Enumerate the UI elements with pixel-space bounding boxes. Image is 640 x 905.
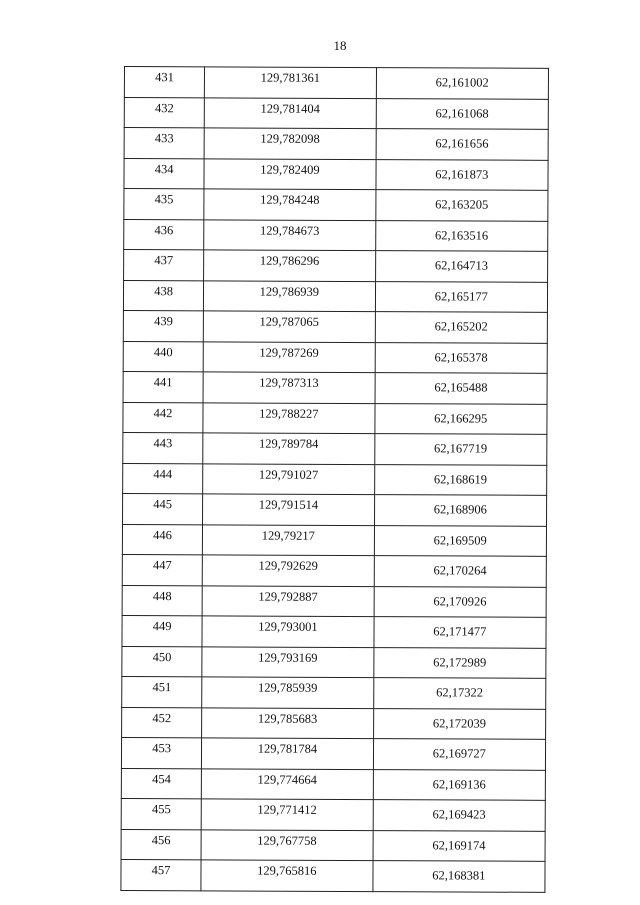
table-row	[124, 128, 548, 160]
point-number-cell: 449	[122, 615, 202, 646]
x-coordinate-cell: 129,789784	[203, 433, 375, 464]
y-coordinate-cell: 62,163205	[375, 190, 548, 221]
x-coordinate-cell: 129,786296	[204, 250, 376, 281]
page-number: 18	[333, 38, 347, 53]
table-row	[124, 250, 548, 282]
x-coordinate-cell: 129,774664	[201, 768, 373, 799]
point-number-cell: 454	[121, 768, 201, 799]
point-number-cell: 453	[121, 737, 201, 768]
x-coordinate-cell: 129,765816	[201, 860, 373, 891]
table-row	[121, 737, 545, 769]
point-number-cell: 437	[124, 250, 204, 281]
point-number-cell: 441	[123, 371, 203, 402]
point-number-cell: 433	[124, 128, 204, 159]
y-coordinate-cell: 62,169174	[373, 830, 546, 861]
point-number-cell: 434	[124, 158, 204, 189]
y-coordinate-cell: 62,169136	[373, 769, 546, 800]
y-coordinate-cell: 62,169727	[373, 739, 546, 770]
point-number-cell: 445	[123, 493, 203, 524]
y-coordinate-cell: 62,163516	[375, 220, 548, 251]
y-coordinate-cell: 62,168381	[373, 861, 546, 892]
y-coordinate-cell: 62,165488	[375, 373, 548, 404]
x-coordinate-cell: 129,771412	[201, 799, 373, 830]
y-coordinate-cell: 62,170264	[374, 556, 547, 587]
table-row	[123, 463, 547, 495]
x-coordinate-cell: 129,781404	[204, 97, 376, 128]
x-coordinate-cell: 129,785939	[202, 677, 374, 708]
y-coordinate-cell: 62,168906	[374, 495, 547, 526]
y-coordinate-cell: 62,165177	[375, 281, 548, 312]
x-coordinate-cell: 129,791514	[203, 494, 375, 525]
y-coordinate-cell: 62,161656	[376, 129, 549, 160]
table-row	[122, 615, 546, 647]
x-coordinate-cell: 129,781361	[205, 67, 377, 98]
table-row	[122, 554, 546, 586]
point-number-cell: 456	[121, 829, 201, 860]
table-row	[123, 310, 547, 342]
x-coordinate-cell: 129,787313	[203, 372, 375, 403]
point-number-cell: 451	[122, 676, 202, 707]
table-row	[124, 67, 548, 99]
table-row	[122, 646, 546, 678]
y-coordinate-cell: 62,166295	[375, 403, 548, 434]
point-number-cell: 448	[122, 585, 202, 616]
x-coordinate-cell: 129,786939	[204, 280, 376, 311]
x-coordinate-cell: 129,787269	[203, 341, 375, 372]
coordinates-table-body	[121, 67, 549, 892]
table-row	[123, 341, 547, 373]
table-row	[122, 676, 546, 708]
table-row	[122, 524, 546, 556]
point-number-cell: 452	[122, 707, 202, 738]
x-coordinate-cell: 129,784673	[204, 219, 376, 250]
x-coordinate-cell: 129,787065	[203, 311, 375, 342]
x-coordinate-cell: 129,791027	[203, 463, 375, 494]
y-coordinate-cell: 62,161068	[376, 98, 549, 129]
point-number-cell: 442	[123, 402, 203, 433]
y-coordinate-cell: 62,171477	[374, 617, 547, 648]
table-row	[123, 371, 547, 403]
table-row	[124, 158, 548, 190]
table-row	[121, 859, 545, 891]
y-coordinate-cell: 62,161873	[376, 159, 549, 190]
table-row	[121, 798, 545, 830]
x-coordinate-cell: 129,792629	[202, 555, 374, 586]
y-coordinate-cell: 62,164713	[375, 251, 548, 282]
x-coordinate-cell: 129,782409	[204, 158, 376, 189]
x-coordinate-cell: 129,781784	[202, 738, 374, 769]
y-coordinate-cell: 62,169509	[374, 525, 547, 556]
point-number-cell: 446	[122, 524, 202, 555]
point-number-cell: 438	[123, 280, 203, 311]
x-coordinate-cell: 129,788227	[203, 402, 375, 433]
point-number-cell: 432	[124, 97, 204, 128]
table-row	[121, 768, 545, 800]
point-number-cell: 436	[124, 219, 204, 250]
point-number-cell: 450	[122, 646, 202, 677]
table-row	[123, 432, 547, 464]
table-row	[122, 707, 546, 739]
table-row	[123, 402, 547, 434]
x-coordinate-cell: 129,793169	[202, 646, 374, 677]
point-number-cell: 440	[123, 341, 203, 372]
x-coordinate-cell: 129,79217	[203, 524, 375, 555]
point-number-cell: 447	[122, 554, 202, 585]
table-row	[123, 493, 547, 525]
table-row	[123, 280, 547, 312]
table-row	[124, 97, 548, 129]
y-coordinate-cell: 62,17322	[373, 678, 546, 709]
x-coordinate-cell: 129,767758	[201, 829, 373, 860]
point-number-cell: 444	[123, 463, 203, 494]
x-coordinate-cell: 129,784248	[204, 189, 376, 220]
point-number-cell: 443	[123, 432, 203, 463]
y-coordinate-cell: 62,167719	[374, 434, 547, 465]
y-coordinate-cell: 62,172039	[373, 708, 546, 739]
y-coordinate-cell: 62,170926	[374, 586, 547, 617]
y-coordinate-cell: 62,165202	[375, 312, 548, 343]
y-coordinate-cell: 62,168619	[374, 464, 547, 495]
y-coordinate-cell: 62,169423	[373, 800, 546, 831]
coordinates-table	[120, 66, 549, 892]
x-coordinate-cell: 129,785683	[202, 707, 374, 738]
table-row	[124, 189, 548, 221]
point-number-cell: 457	[121, 859, 201, 890]
point-number-cell: 439	[123, 310, 203, 341]
table-row	[121, 829, 545, 861]
x-coordinate-cell: 129,792887	[202, 585, 374, 616]
point-number-cell: 435	[124, 189, 204, 220]
table-row	[124, 219, 548, 251]
x-coordinate-cell: 129,782098	[204, 128, 376, 159]
point-number-cell: 455	[121, 798, 201, 829]
table-row	[122, 585, 546, 617]
y-coordinate-cell: 62,161002	[376, 68, 549, 99]
y-coordinate-cell: 62,165378	[375, 342, 548, 373]
x-coordinate-cell: 129,793001	[202, 616, 374, 647]
point-number-cell: 431	[124, 67, 204, 98]
y-coordinate-cell: 62,172989	[373, 647, 546, 678]
